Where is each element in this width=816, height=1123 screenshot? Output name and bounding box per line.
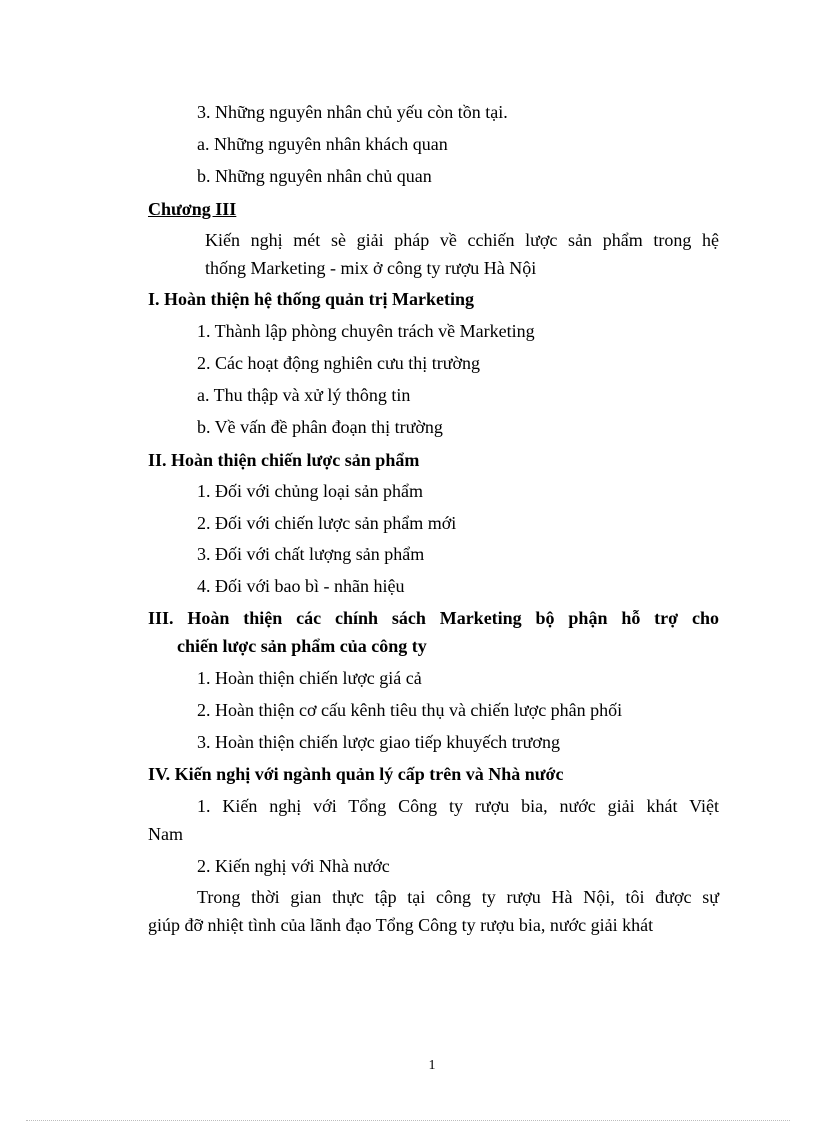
list-item: 1. Thành lập phòng chuyên trách về Marketing xyxy=(197,321,535,341)
list-item: a. Những nguyên nhân khách quan xyxy=(197,134,448,154)
chapter-title-line: thống Marketing - mix ở công ty rượu Hà Nội xyxy=(205,258,537,278)
list-item: 1. Kiến nghị với Tổng Công ty rượu bia, nước giải khát Việt xyxy=(197,796,719,816)
list-item: 3. Những nguyên nhân chủ yếu còn tồn tại. xyxy=(197,102,508,122)
list-item: 3. Hoàn thiện chiến lược giao tiếp khuyếch trương xyxy=(197,732,560,752)
list-item: b. Những nguyên nhân chủ quan xyxy=(197,166,432,186)
list-item: 2. Đối với chiến lược sản phẩm mới xyxy=(197,513,457,533)
list-item: 1. Hoàn thiện chiến lược giá cả xyxy=(197,668,422,688)
section-heading-continuation: chiến lược sản phẩm của công ty xyxy=(177,636,427,656)
list-item: 1. Đối với chủng loại sản phẩm xyxy=(197,481,423,501)
list-item: 3. Đối với chất lượng sản phẩm xyxy=(197,544,425,564)
paragraph-line: giúp đỡ nhiệt tình của lãnh đạo Tổng Công ty rượu bia, nước giải khát xyxy=(148,915,654,935)
list-item: 2. Hoàn thiện cơ cấu kênh tiêu thụ và chiến lược phân phối xyxy=(197,700,623,720)
section-heading: II. Hoàn thiện chiến lược sản phẩm xyxy=(148,450,420,470)
list-item: 2. Các hoạt động nghiên cưu thị trường xyxy=(197,353,480,373)
section-heading: IV. Kiến nghị với ngành quản lý cấp trên và Nhà nước xyxy=(148,764,564,784)
list-item-continuation: Nam xyxy=(148,824,183,844)
list-item: a. Thu thập và xử lý thông tin xyxy=(197,385,411,405)
chapter-heading: Chương III xyxy=(148,199,237,219)
list-item: 2. Kiến nghị với Nhà nước xyxy=(197,856,390,876)
page-number: 1 xyxy=(428,1058,436,1073)
paragraph-line: Trong thời gian thực tập tại công ty rượu Hà Nội, tôi được sự xyxy=(197,887,719,907)
section-heading: III. Hoàn thiện các chính sách Marketing bộ phận hỗ trợ cho xyxy=(148,608,719,628)
list-item: b. Về vấn đề phân đoạn thị trường xyxy=(197,417,443,437)
list-item: 4. Đối với bao bì - nhãn hiệu xyxy=(197,576,405,596)
chapter-title-line: Kiến nghị mét sè giải pháp về cchiến lược sản phẩm trong hệ xyxy=(205,230,719,250)
section-heading: I. Hoàn thiện hệ thống quản trị Marketing xyxy=(148,289,475,309)
page-bottom-divider xyxy=(26,1120,790,1121)
